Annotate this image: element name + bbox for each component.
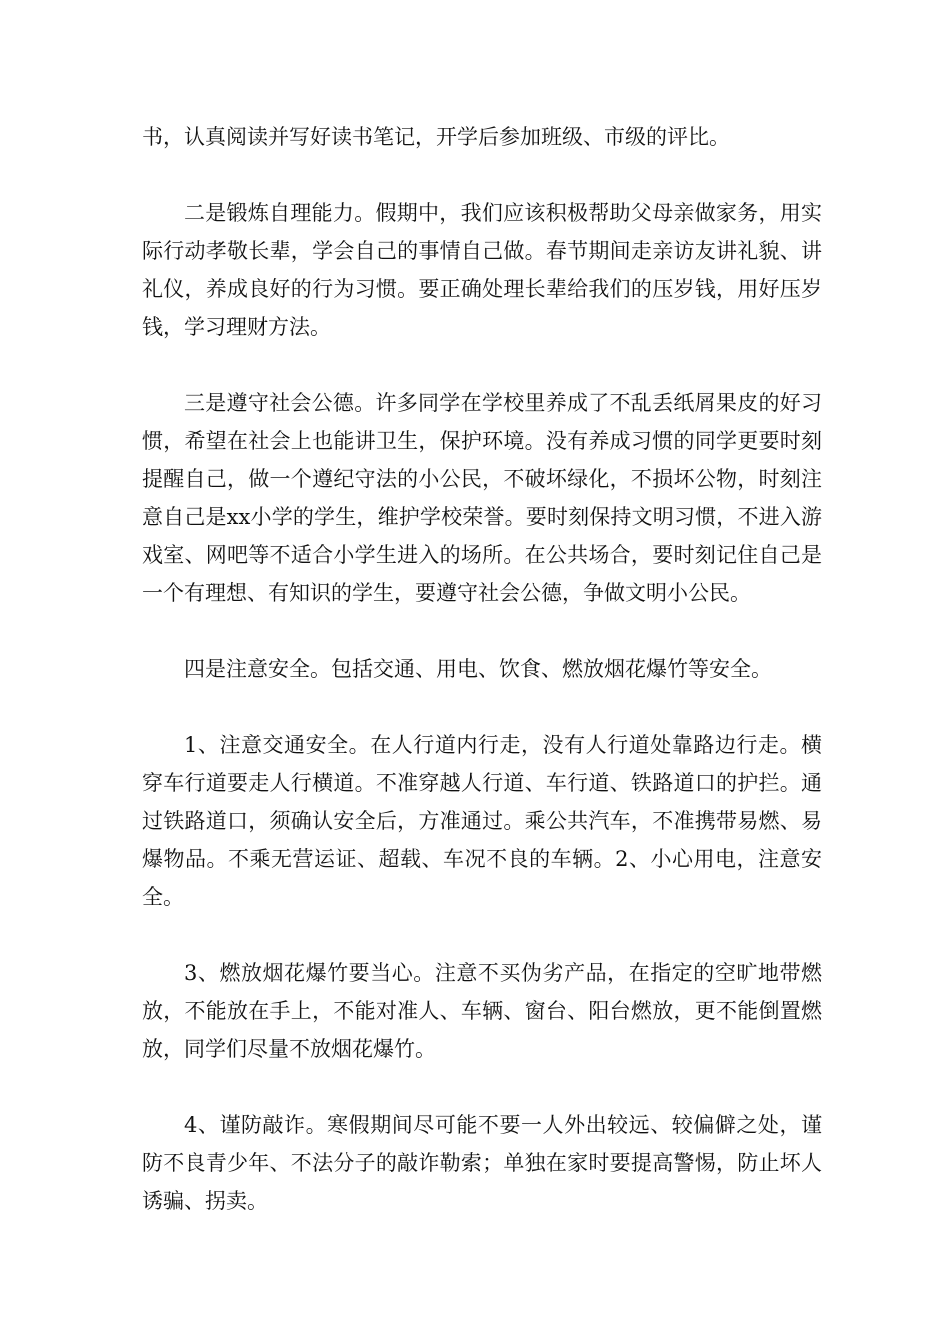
paragraph-fireworks-safety: 3、燃放烟花爆竹要当心。注意不买伪劣产品，在指定的空旷地带燃放，不能放在手上，不能对准人、车辆、窗台、阳台燃放，更不能倒置燃放，同学们尽量不放烟花爆竹。 [142, 961, 822, 1061]
document-body [142, 118, 822, 1220]
paragraph-fraud-prevention: 4、谨防敲诈。寒假期间尽可能不要一人外出较远、较偏僻之处，谨防不良青少年、不法分子的敲诈勒索；单独在家时要提高警惕，防止坏人诱骗、拐卖。 [142, 1113, 822, 1213]
paragraph-public-morality: 三是遵守社会公德。许多同学在学校里养成了不乱丢纸屑果皮的好习惯，希望在社会上也能讲卫生，保护环境。没有养成习惯的同学更要时刻提醒自己，做一个遵纪守法的小公民，不破坏绿化，不损坏公物，时刻注意自己是xx小学的学生，维护学校荣誉。要时刻保持文明习惯，不进入游戏室、网吧等不适合小学生进入的场所。在公共场合，要时刻记住自己是一个有理想、有知识的学生，要遵守社会公德，争做文明小公民。 [142, 391, 822, 605]
paragraph-self-care: 二是锻炼自理能力。假期中，我们应该积极帮助父母亲做家务，用实际行动孝敬长辈，学会自己的事情自己做。春节期间走亲访友讲礼貌、讲礼仪，养成良好的行为习惯。要正确处理长辈给我们的压岁钱，用好压岁钱，学习理财方法。 [142, 201, 822, 339]
paragraph-traffic-safety: 1、注意交通安全。在人行道内行走，没有人行道处靠路边行走。横穿车行道要走人行横道。不准穿越人行道、车行道、铁路道口的护拦。通过铁路道口，须确认安全后，方准通过。乘公共汽车，不准携带易燃、易爆物品。不乘无营运证、超载、车况不良的车辆。2、小心用电，注意安全。 [142, 733, 822, 909]
paragraph-safety-intro: 四是注意安全。包括交通、用电、饮食、燃放烟花爆竹等安全。 [184, 657, 772, 681]
paragraph-reading-continuation: 书，认真阅读并写好读书笔记，开学后参加班级、市级的评比。 [142, 125, 730, 149]
